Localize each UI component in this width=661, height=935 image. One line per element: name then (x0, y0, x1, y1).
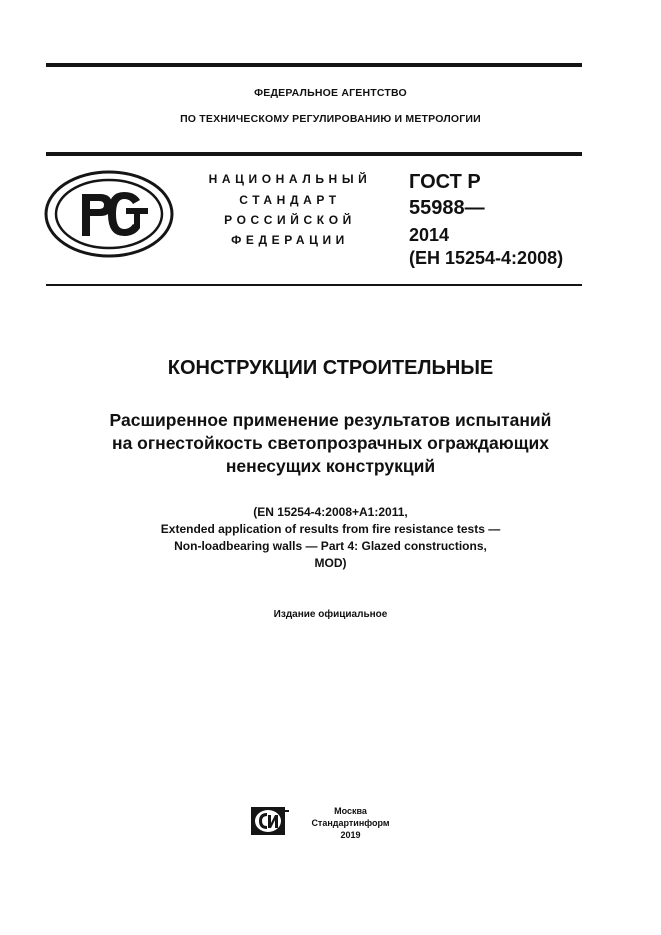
document-title: КОНСТРУКЦИИ СТРОИТЕЛЬНЫЕ (167, 357, 494, 379)
english-title-line1: (EN 15254-4:2008+A1:2011, (253, 505, 408, 519)
designation-year: 2014 (409, 225, 450, 245)
designation-en-reference: (ЕН 15254-4:2008) (409, 248, 564, 268)
standard-type-line1: НАЦИОНАЛЬНЫЙ (208, 172, 372, 186)
english-title-line2: Extended application of results from fire resistance tests — (160, 522, 501, 536)
publisher-city: Москва (334, 806, 367, 816)
english-title-line4: MOD) (314, 556, 347, 570)
publisher-name: Стандартинформ (311, 818, 390, 828)
header-rule (46, 152, 582, 156)
agency-name-line1: ФЕДЕРАЛЬНОЕ АГЕНТСТВО (254, 87, 407, 99)
agency-name-line2: ПО ТЕХНИЧЕСКОМУ РЕГУЛИРОВАНИЮ И МЕТРОЛОГИИ (180, 113, 481, 125)
gost-r-emblem-icon (44, 170, 174, 258)
top-rule (46, 63, 582, 67)
designation-rule (46, 284, 582, 286)
edition-note: Издание официальное (273, 609, 388, 620)
document-subtitle-line3: ненесущих конструкций (225, 456, 436, 476)
publication-year: 2019 (340, 830, 361, 840)
english-title-line3: Non-loadbearing walls — Part 4: Glazed constructions, (174, 539, 487, 553)
designation-line1: ГОСТ Р (409, 171, 481, 193)
document-subtitle-line1: Расширенное применение результатов испытаний (109, 410, 552, 430)
gost-r-logo (44, 170, 174, 258)
designation-line2: 55988— (409, 197, 485, 219)
standard-type-line2: СТАНДАРТ (239, 193, 341, 207)
standard-type-line4: ФЕДЕРАЦИИ (231, 233, 349, 247)
document-subtitle-line2: на огнестойкость светопрозрачных ограждающих (112, 433, 549, 453)
standard-type-line3: РОССИЙСКОЙ (224, 213, 356, 227)
